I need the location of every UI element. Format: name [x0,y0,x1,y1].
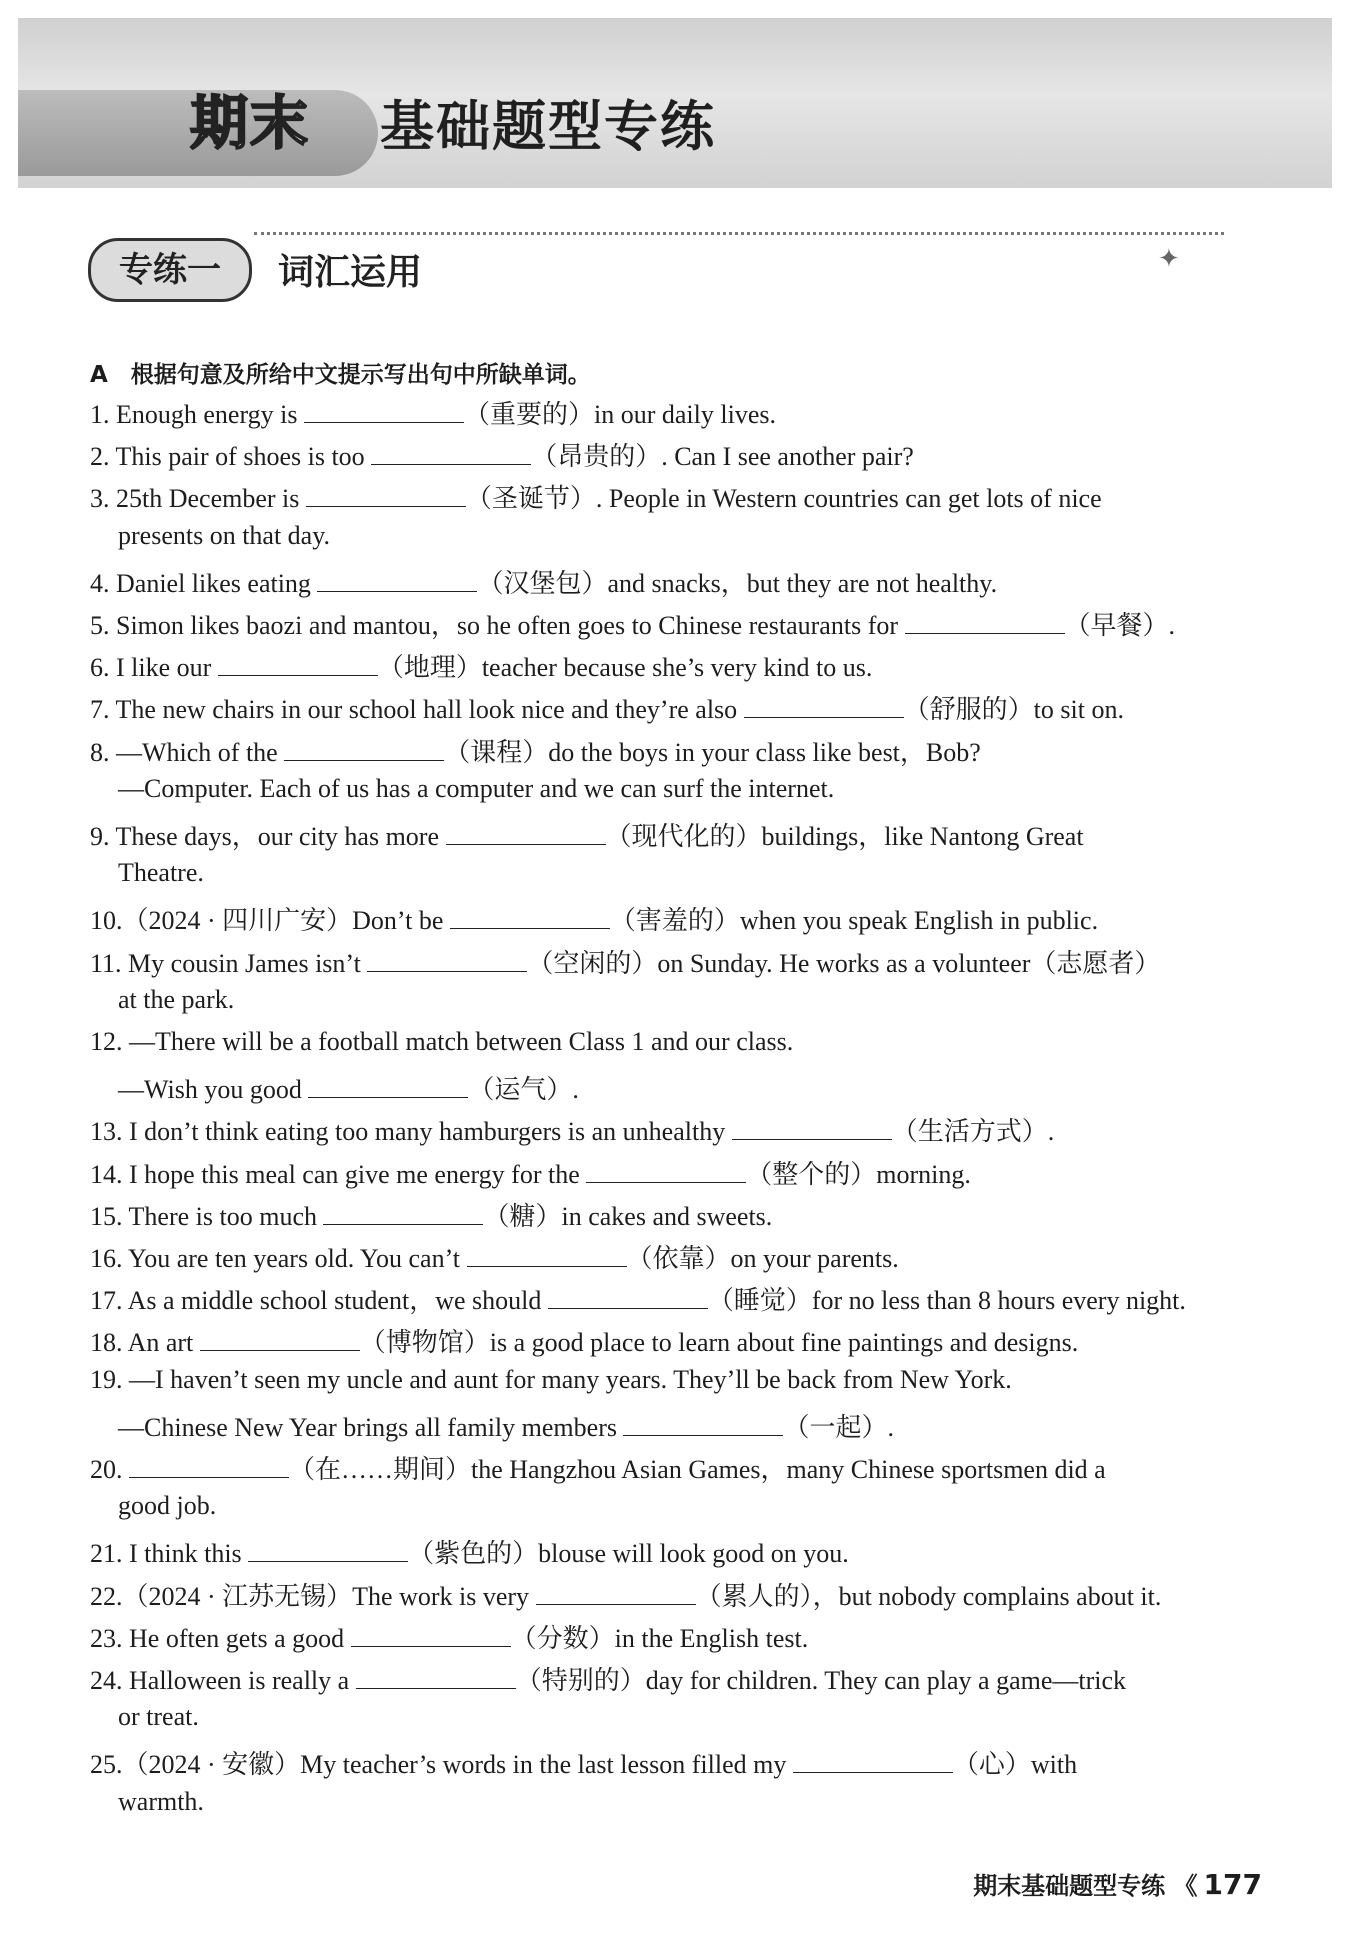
answer-blank[interactable] [793,1752,953,1773]
question-text: 11. My cousin James isn’t [90,948,368,978]
question-hint: （依靠）on your parents. [626,1244,899,1273]
question-hint: （糖）in cakes and sweets. [483,1201,773,1231]
question-hint: （地理）teacher because she’s very kind to us. [377,653,873,683]
question-line [118,1407,894,1444]
question-line [90,689,1124,726]
question-text: 4. Daniel likes eating [90,568,318,598]
question-text: good job. [118,1491,217,1521]
banner-title: 基础题型专练 [380,95,716,158]
question-hint: （运气）. [468,1075,579,1105]
question-hint: （现代化的）buildings，like Nantong Great [605,822,1084,851]
question-line [90,1154,971,1191]
question-line [90,605,1175,642]
question-text: 20. [90,1455,129,1484]
answer-blank[interactable] [317,571,477,592]
question-text: 19. —I haven’t seen my uncle and aunt for many years. They’ll be back from New York. [90,1364,1012,1394]
question-hint: （空闲的）on Sunday. He works as a volunteer（志愿者） [527,948,1161,978]
question-text: presents on that day. [118,520,331,550]
question-line [90,1196,772,1233]
question-line [90,563,997,600]
dotted-rule [254,232,1224,235]
question-text: warmth. [118,1786,204,1816]
question-line [90,1365,1012,1395]
answer-blank[interactable] [129,1457,289,1478]
question-hint: （害羞的）when you speak English in public. [609,906,1099,936]
question-line [90,1533,849,1570]
question-hint: （博物馆）is a good place to learn about fine paintings and designs. [359,1328,1079,1358]
question-text: 3. 25th December is [90,484,306,514]
answer-blank[interactable] [586,1162,746,1183]
answer-blank[interactable] [367,951,527,972]
question-text: Theatre. [118,858,204,888]
question-hint: （圣诞节）. People in Western countries can get lots of nice [465,484,1102,514]
answer-blank[interactable] [284,740,444,761]
answer-blank[interactable] [467,1246,627,1267]
question-line [90,478,1102,515]
question-line [90,943,1160,980]
question-text: 6. I like our [90,653,218,683]
question-line [118,1787,204,1817]
question-text: —Wish you good [118,1075,309,1105]
section-header [88,230,1238,310]
question-text: 2. This pair of shoes is too [90,442,372,472]
answer-blank[interactable] [218,655,378,676]
question-line [90,900,1098,937]
question-line [90,1576,1161,1613]
question-line [90,647,872,684]
answer-blank[interactable] [548,1288,708,1309]
question-hint: （重要的）in our daily lives. [464,400,776,429]
section-tag: 专练一 [88,238,252,302]
question-hint: （在……期间）the Hangzhou Asian Games，many Chinese sportsmen did a [289,1455,1106,1484]
question-text: 7. The new chairs in our school hall look nice and they’re also [90,695,744,725]
answer-blank[interactable] [732,1119,892,1140]
question-hint: （分数）in the English test. [510,1623,809,1653]
question-hint: （一起）. [783,1412,894,1442]
question-line [118,1491,216,1521]
question-line [118,1702,199,1732]
question-text: 9. These days，our city has more [90,822,446,851]
question-hint: （舒服的）to sit on. [903,695,1124,725]
question-line [90,1280,1186,1317]
question-line [118,985,234,1015]
question-hint: （特别的）day for children. They can play a game—trick [515,1666,1127,1695]
question-line [90,1238,899,1275]
instruction: A 根据句意及所给中文提示写出句中所缺单词。 [90,362,591,388]
answer-blank[interactable] [744,697,904,718]
sparkle-icon: ✦ [1158,244,1180,274]
question-line [90,1660,1126,1697]
question-text: 10.（2024 · 四川广安）Don’t be [90,906,450,936]
question-text: 8. —Which of the [90,737,285,767]
question-line [90,732,981,769]
question-text: 17. As a middle school student，we should [90,1286,548,1316]
answer-blank[interactable] [308,1077,468,1098]
question-hint: （累人的），but nobody complains about it. [695,1581,1162,1611]
section-title: 词汇运用 [278,252,423,293]
answer-blank[interactable] [323,1204,483,1225]
question-text: 25.（2024 · 安徽）My teacher’s words in the last lesson filled my [90,1750,793,1780]
question-line [118,774,834,804]
question-line [90,1449,1106,1486]
answer-blank[interactable] [371,444,531,465]
question-text: 5. Simon likes baozi and mantou，so he often goes to Chinese restaurants for [90,611,905,640]
question-line [118,1069,579,1106]
question-line [90,1744,1077,1781]
question-hint: （早餐）. [1064,611,1176,640]
answer-blank[interactable] [200,1330,360,1351]
question-hint: （紫色的）blouse will look good on you. [408,1539,849,1569]
question-line [118,521,330,551]
question-text: at the park. [118,984,235,1014]
question-line [90,1027,793,1057]
question-text: 15. There is too much [90,1201,324,1231]
question-text: 13. I don’t think eating too many hamburgers is an unhealthy [90,1117,732,1147]
question-text: —Chinese New Year brings all family members [118,1412,624,1442]
question-hint: （汉堡包）and snacks，but they are not healthy. [477,568,998,598]
footer-label: 期末基础题型专练 《 [973,1872,1198,1900]
question-line [90,1618,808,1655]
question-text: 1. Enough energy is [90,400,304,429]
answer-blank[interactable] [450,908,610,929]
answer-blank[interactable] [536,1584,696,1605]
question-hint: （心）with [952,1750,1078,1780]
answer-blank[interactable] [446,824,606,845]
page-number: 177 [1203,1868,1262,1901]
question-text: 22.（2024 · 江苏无锡）The work is very [90,1581,536,1611]
question-text: 18. An art [90,1328,200,1358]
answer-blank[interactable] [905,613,1065,634]
answer-blank[interactable] [306,486,466,507]
question-line [90,816,1084,853]
question-hint: （生活方式）. [891,1117,1055,1147]
answer-blank[interactable] [248,1541,408,1562]
question-text: 23. He often gets a good [90,1623,351,1653]
question-line [90,394,776,431]
page-footer [973,1866,1262,1901]
answer-blank[interactable] [351,1626,511,1647]
question-hint: （课程）do the boys in your class like best，Bob? [444,737,981,767]
question-line [90,1111,1054,1148]
question-line [118,858,204,888]
question-hint: （整个的）morning. [746,1159,971,1189]
question-line [90,1322,1078,1359]
question-text: 16. You are ten years old. You can’t [90,1244,467,1273]
question-line [90,436,914,473]
answer-blank[interactable] [356,1668,516,1689]
question-text: 21. I think this [90,1539,249,1569]
question-text: or treat. [118,1702,199,1732]
answer-blank[interactable] [304,402,464,423]
question-text: 24. Halloween is really a [90,1666,356,1695]
answer-blank[interactable] [623,1415,783,1436]
question-text: 14. I hope this meal can give me energy for the [90,1159,587,1189]
question-text: 12. —There will be a football match between Class 1 and our class. [90,1027,794,1056]
question-hint: （睡觉）for no less than 8 hours every night. [707,1286,1186,1316]
question-hint: （昂贵的）. Can I see another pair? [531,442,914,472]
banner-badge-text: 期末 [190,89,311,157]
question-text: —Computer. Each of us has a computer and we can surf the internet. [118,773,835,803]
